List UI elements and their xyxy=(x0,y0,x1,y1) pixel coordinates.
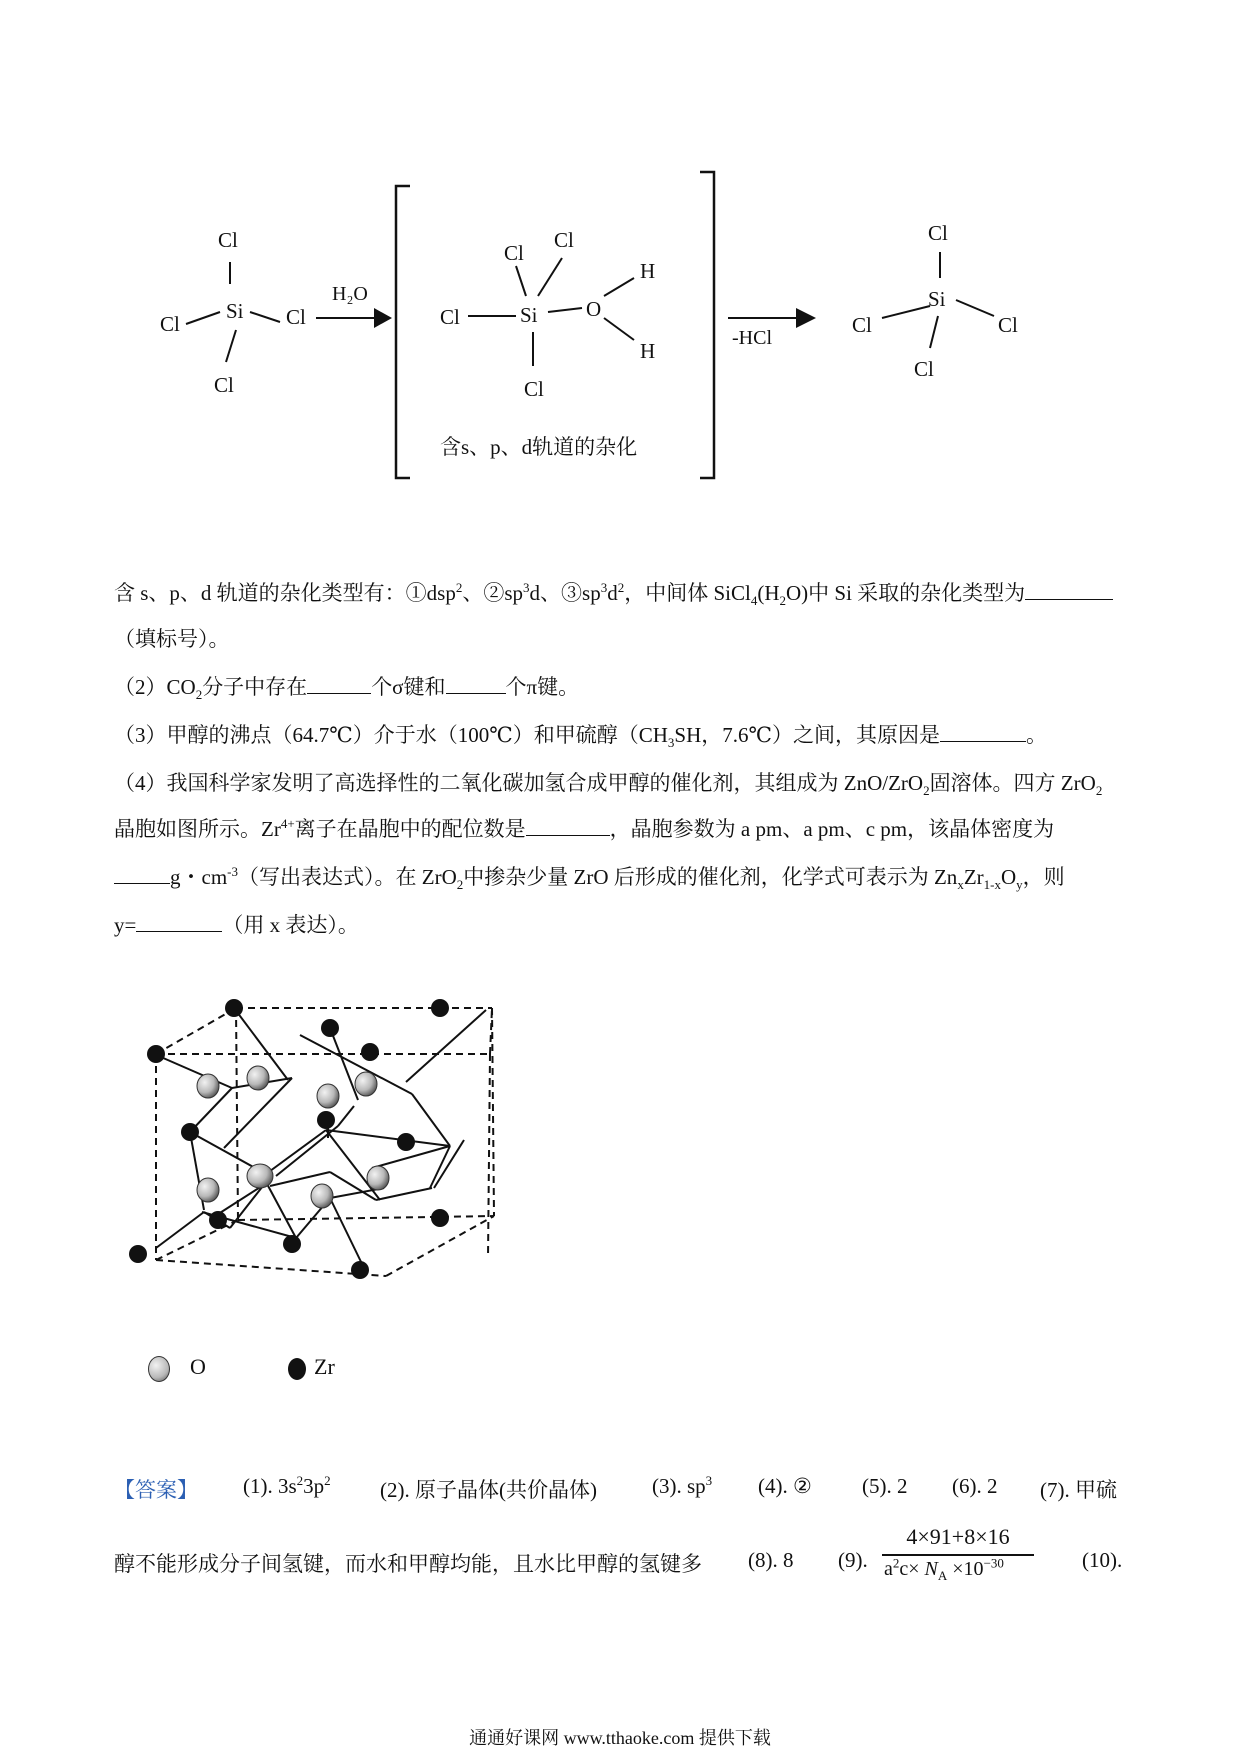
answer-9-label: (9). xyxy=(838,1548,868,1572)
answer-blank xyxy=(1025,579,1113,600)
atom-cl: Cl xyxy=(524,377,544,401)
atom-si: Si xyxy=(226,299,244,323)
atom-h: H xyxy=(640,259,656,283)
o-legend-icon xyxy=(148,1356,170,1382)
atom-cl: Cl xyxy=(218,228,238,252)
question-4-line-2: 晶胞如图所示。$Zr^{4+}$离子在晶胞中的配位数是 ，晶胞参数为 a pm、a pm、c pm，该晶体密度为 xyxy=(114,816,1055,841)
atom-cl: Cl xyxy=(852,313,872,337)
zr-atom xyxy=(283,1235,301,1253)
bonds xyxy=(154,1008,486,1268)
answer-10: (10). xyxy=(1082,1548,1123,1572)
fraction-numerator: 4×91+8×16 xyxy=(906,1524,1010,1549)
diagram-legend xyxy=(148,1352,448,1392)
o-atom xyxy=(355,1072,377,1096)
o-atom xyxy=(197,1178,219,1202)
question-2: $(2)CO_2$分子中存在 个σ键和 个π键。 xyxy=(114,675,580,703)
atom-cl: Cl xyxy=(160,312,180,336)
atom-cl: Cl xyxy=(554,228,574,252)
answer-2: (2). 原子晶体(共价晶体) xyxy=(380,1478,597,1502)
o-atom xyxy=(311,1184,333,1208)
fraction-bar xyxy=(882,1554,1034,1556)
elimination-label: -HCl xyxy=(732,327,772,349)
zr-atom xyxy=(397,1133,415,1151)
answer-line-1 xyxy=(114,1474,198,1504)
answer-5: (5). 2 xyxy=(862,1474,908,1498)
answer-3: (3). $sp^3$ xyxy=(652,1473,713,1498)
reactant-sicl4 xyxy=(160,228,306,397)
answer-tag: 【答案】 xyxy=(114,1478,198,1502)
answer-blank xyxy=(446,673,506,694)
atom-cl: Cl xyxy=(440,305,460,329)
question-4-line-4: y= （用 x 表达）。 xyxy=(114,913,359,937)
answer-8: (8). 8 xyxy=(748,1548,794,1572)
atom-cl: Cl xyxy=(914,357,934,381)
atom-cl: Cl xyxy=(998,313,1018,337)
zr-atom xyxy=(129,1245,147,1263)
atom-cl: Cl xyxy=(214,373,234,397)
zr-legend-label: Zr xyxy=(314,1354,335,1379)
zr-atom xyxy=(431,999,449,1017)
zr-atom xyxy=(351,1261,369,1279)
question-4-line-1: （4）我国科学家发明了高选择性的二氧化碳加氢合成甲醇的催化剂，其组成为 ZnO/ZrO$_2$固溶体。四方 ZrO$_2$ xyxy=(114,771,1103,799)
zr-atom xyxy=(181,1123,199,1141)
question-1-line-1: 含 s、p、d 轨道的杂化类型有：①dsp$^2$、$②sp^3d$、$③sp^3d^2$，中间体 $SiCl_4(H_2O)$中 Si 采取的杂化类型为 xyxy=(114,578,1134,608)
zr-atom xyxy=(317,1111,335,1129)
zr-legend-icon xyxy=(288,1358,306,1380)
atom-o: O xyxy=(586,297,602,321)
product-sicl4 xyxy=(852,221,1018,381)
atom-si: Si xyxy=(928,287,946,311)
o-atom xyxy=(197,1074,219,1098)
fraction-denominator: $a^2c\times N_A \times 10^{-30}$ xyxy=(884,1555,1004,1583)
answer-blank xyxy=(526,815,610,836)
reaction-scheme xyxy=(0,0,1240,500)
atom-h: H xyxy=(640,339,656,363)
question-4-line-3: g・$cm^{-3}$（写出表达式）。在 ZrO$_2$中掺杂少量 ZrO 后形成的催化剂，化学式可表示为 $Zn_xZr_{1-x}O_y$，则 xyxy=(114,862,1134,892)
answer-blank xyxy=(136,911,222,932)
intermediate-sicl4-h2o xyxy=(440,228,655,459)
answer-blank xyxy=(307,673,371,694)
reaction-arrow-1 xyxy=(316,283,392,328)
answer-line-2: 醇不能形成分子间氢键，而水和甲醇均能，且水比甲醇的氢键多 xyxy=(114,1552,702,1576)
answer-blank xyxy=(940,721,1026,742)
answer-6: (6). 2 xyxy=(952,1474,998,1498)
zr-atom xyxy=(147,1045,165,1063)
o-atom xyxy=(247,1066,269,1090)
page-footer: 通通好课网 www.tthaoke.com 提供下载 xyxy=(469,1728,771,1748)
density-fraction xyxy=(878,1524,1038,1588)
o-atom xyxy=(367,1166,389,1190)
question-3: （3）甲醇的沸点（64.7℃）介于水（100℃）和甲硫醇（$CH_3SH$，7.6℃）之间，其原因是 。 xyxy=(114,723,1047,751)
answer-4: (4). ② xyxy=(758,1474,812,1498)
zro2-unit-cell-diagram xyxy=(120,990,540,1410)
bracket-note: 含s、p、d轨道的杂化 xyxy=(440,435,638,459)
zr-atom xyxy=(431,1209,449,1227)
o-legend-label: O xyxy=(190,1354,206,1379)
o-atom xyxy=(247,1164,273,1188)
zr-atom xyxy=(321,1019,339,1037)
o-atoms xyxy=(197,1066,389,1208)
answer-7: (7). 甲硫 xyxy=(1040,1478,1117,1502)
atom-cl: Cl xyxy=(928,221,948,245)
o-atom xyxy=(317,1084,339,1108)
zr-atom xyxy=(225,999,243,1017)
zr-atom xyxy=(209,1211,227,1229)
water-label: H₂O xyxy=(332,283,368,305)
atom-cl: Cl xyxy=(286,305,306,329)
reaction-arrow-2 xyxy=(728,308,816,349)
answer-blank xyxy=(114,863,170,884)
answer-1: (1). $3s^23p^2$ xyxy=(243,1473,331,1498)
atom-si: Si xyxy=(520,303,538,327)
atom-cl: Cl xyxy=(504,241,524,265)
question-1-line-2: （填标号）。 xyxy=(114,627,230,651)
zr-atom xyxy=(361,1043,379,1061)
